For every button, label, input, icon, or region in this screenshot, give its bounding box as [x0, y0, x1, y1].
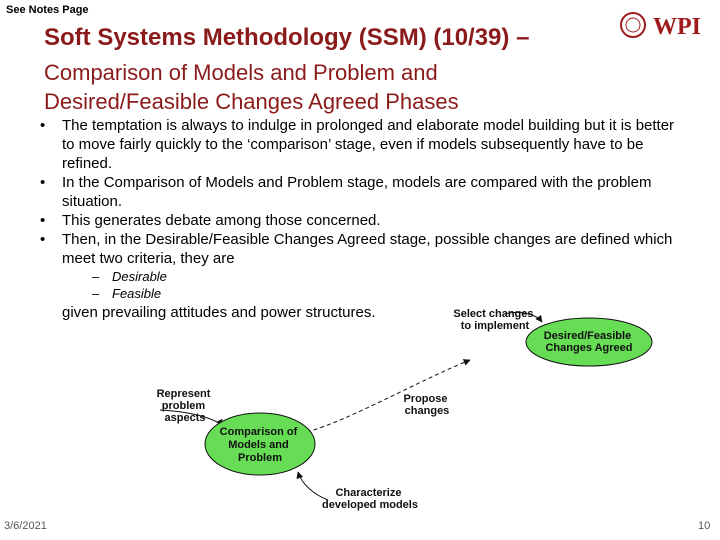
sub-bullet-item: – Desirable [92, 269, 167, 284]
see-notes-label: See Notes Page [6, 4, 89, 16]
characterize-arrow [298, 472, 328, 500]
bullet-list [40, 116, 680, 302]
page-number: 10 [698, 520, 711, 532]
slide-subtitle: Comparison of Models and Problem and Desired/Feasible Changes Agreed Phases [44, 60, 459, 114]
represent-label: Represent problem aspects [156, 388, 211, 424]
comparison-node-label: Comparison of Models and Problem [219, 426, 298, 464]
ssm-diagram [140, 300, 680, 520]
propose-label: Propose changes [403, 393, 450, 417]
characterize-label: Characterize developed models [322, 487, 418, 511]
bullet-item: • Then, in the Desirable/Feasible Changes Agreed stage, possible changes are defined which meet two criteria, they are – Desirable – Feasible [40, 230, 680, 302]
bullet-item: • In the Comparison of Models and Problem stage, models are compared with the problem situation. [40, 174, 652, 210]
bullet-item: • This generates debate among those concerned. [40, 212, 381, 229]
seal-icon [621, 13, 645, 37]
wpi-logo [619, 6, 715, 44]
sub-bullet-item: – Feasible [92, 286, 162, 301]
given-text: given prevailing attitudes and power structures. [62, 304, 376, 321]
logo-text: WPI [653, 14, 701, 40]
footer-date: 3/6/2021 [4, 520, 47, 532]
bullet-item: • The temptation is always to indulge in prolonged and elaborate model building but it is better to move fairly quickly to the ‘comparison’ stage, even if models subsequently have to be refined. [40, 117, 675, 172]
changes-agreed-node-label: Desired/Feasible Changes Agreed [543, 330, 633, 354]
slide-title: Soft Systems Methodology (SSM) (10/39) – [44, 24, 530, 51]
criteria-list [62, 268, 680, 302]
select-changes-label: Select changes to implement [453, 308, 534, 332]
